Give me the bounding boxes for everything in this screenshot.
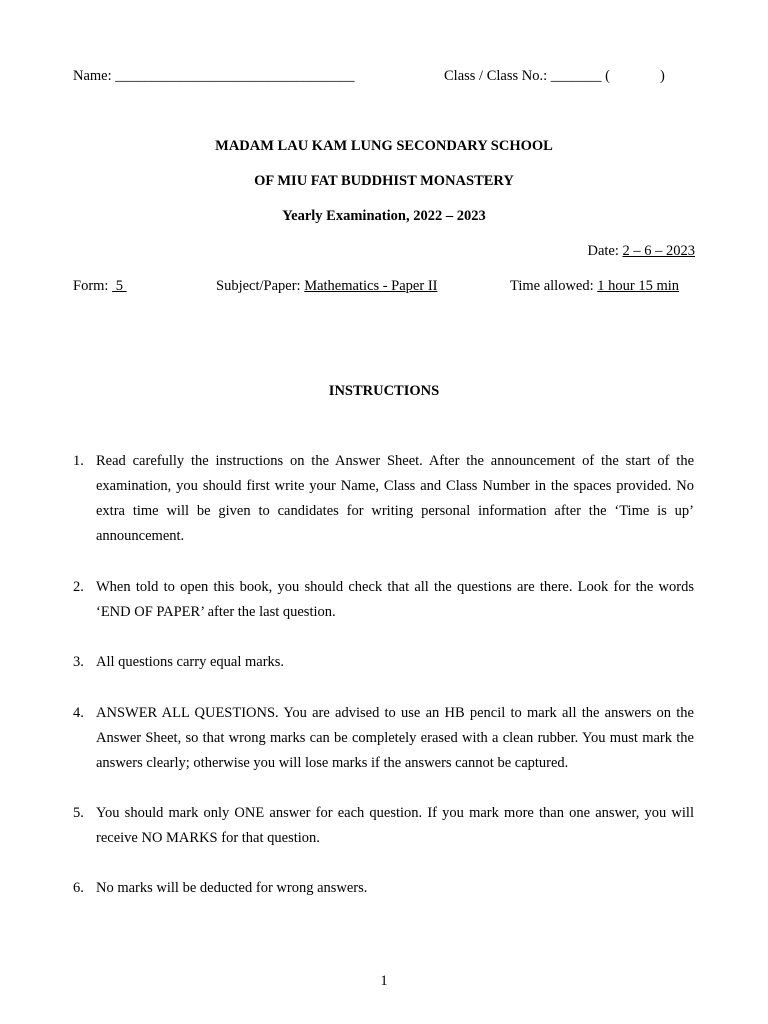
instruction-text: You should mark only ONE answer for each question. If you mark more than one answer, you will receive NO MARKS for that question. xyxy=(96,805,694,846)
date-label: Date: xyxy=(587,243,619,259)
instruction-text: Read carefully the instructions on the Answer Sheet. After the announcement of the start of the examination, you should first write your Name, Class and Class Number in the spaces provided. No extra time will be given to candidates for writing personal information after the ‘Time is up’ announcement. xyxy=(96,453,694,544)
class-line xyxy=(444,68,610,85)
name-label: Name: xyxy=(73,68,112,84)
instruction-item xyxy=(73,801,694,851)
exam-title: Yearly Examination, 2022 – 2023 xyxy=(282,208,486,224)
instruction-number: 1. xyxy=(73,453,84,469)
subject-line xyxy=(216,278,437,295)
instruction-number: 6. xyxy=(73,880,84,896)
name-blank: _________________________________ xyxy=(115,68,355,84)
time-line xyxy=(510,278,679,295)
instruction-text: No marks will be deducted for wrong answers. xyxy=(96,880,368,896)
instruction-item xyxy=(73,650,694,675)
instruction-item xyxy=(73,449,694,549)
name-line xyxy=(73,68,355,85)
form-label: Form: xyxy=(73,278,109,294)
school-name-line1: MADAM LAU KAM LUNG SECONDARY SCHOOL xyxy=(215,138,553,154)
instruction-item xyxy=(73,876,694,901)
instruction-number: 5. xyxy=(73,805,84,821)
class-blank: _______ ( xyxy=(550,68,610,84)
form-line xyxy=(73,278,127,295)
instruction-text: When told to open this book, you should check that all the questions are there. Look for the words ‘END OF PAPER’ after the last question. xyxy=(96,579,694,620)
instruction-text: ANSWER ALL QUESTIONS. You are advised to use an HB pencil to mark all the answers on the Answer Sheet, so that wrong marks can be completely erased with a clean rubber. You must mark the answers clearly; otherwise you will lose marks if the answers cannot be captured. xyxy=(96,705,694,771)
date-value: 2 – 6 – 2023 xyxy=(622,243,695,259)
instruction-item xyxy=(73,575,694,625)
instructions-heading: INSTRUCTIONS xyxy=(328,383,440,399)
instruction-number: 2. xyxy=(73,579,84,595)
date-line xyxy=(587,243,695,260)
page-number: 1 xyxy=(380,973,388,989)
instruction-item xyxy=(73,701,694,776)
instruction-number: 4. xyxy=(73,705,84,721)
subject-label: Subject/Paper: xyxy=(216,278,301,294)
subject-value: Mathematics - Paper II xyxy=(304,278,438,294)
instruction-text: All questions carry equal marks. xyxy=(96,654,285,670)
form-value: 5 xyxy=(112,278,127,294)
instruction-number: 3. xyxy=(73,654,84,670)
class-close-paren: ) xyxy=(660,68,665,84)
class-label: Class / Class No.: xyxy=(444,68,548,84)
school-name-line2: OF MIU FAT BUDDHIST MONASTERY xyxy=(254,173,514,189)
time-value: 1 hour 15 min xyxy=(597,278,680,294)
time-label: Time allowed: xyxy=(510,278,594,294)
